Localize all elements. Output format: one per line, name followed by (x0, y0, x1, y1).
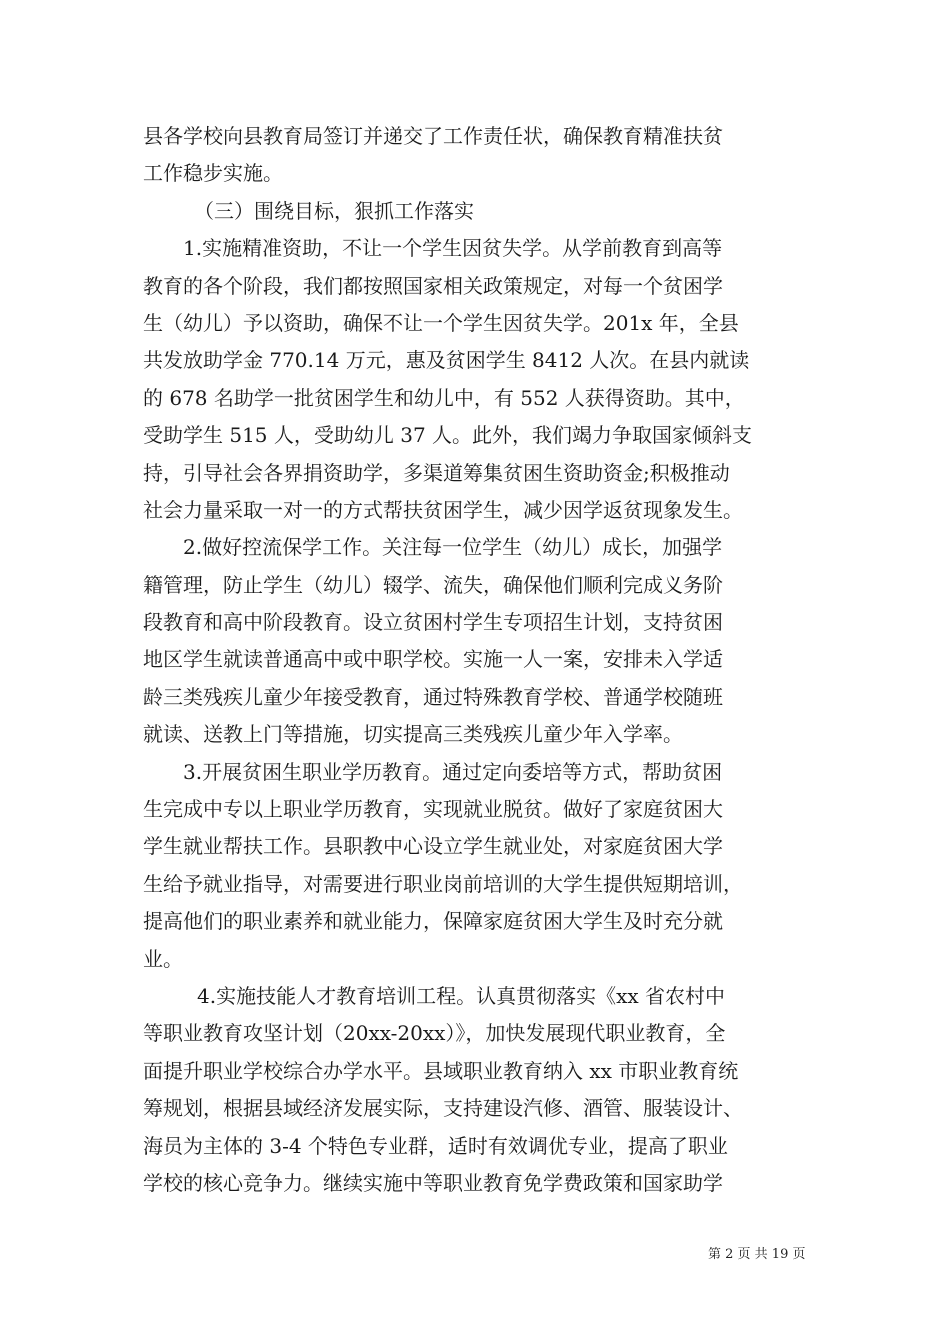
text-line: 的 678 名助学一批贫困学生和幼儿中，有 552 人获得资助。其中， (143, 385, 745, 410)
text-line: 籍管理，防止学生（幼儿）辍学、流失，确保他们顺利完成义务阶 (143, 572, 723, 597)
text-line: 就读、送教上门等措施，切实提高三类残疾儿童少年入学率。 (143, 722, 683, 747)
text-line: 生给予就业指导，对需要进行职业岗前培训的大学生提供短期培训， (143, 871, 743, 896)
section-heading: （三）围绕目标，狠抓工作落实 (194, 198, 474, 223)
paragraph-first-line: 4.实施技能人才教育培训工程。认真贯彻落实《xx 省农村中 (197, 983, 725, 1008)
text-line: 地区学生就读普通高中或中职学校。实施一人一案，安排未入学适 (143, 647, 723, 672)
text-line: 生（幼儿）予以资助，确保不让一个学生因贫失学。201x 年，全县 (143, 310, 739, 335)
text-line: 龄三类残疾儿童少年接受教育，通过特殊教育学校、普通学校随班 (143, 684, 723, 709)
text-line: 业。 (143, 946, 183, 971)
text-line: 段教育和高中阶段教育。设立贫困村学生专项招生计划，支持贫困 (143, 610, 723, 635)
paragraph-first-line: 2.做好控流保学工作。关注每一位学生（幼儿）成长，加强学 (183, 535, 723, 560)
text-line: 县各学校向县教育局签订并递交了工作责任状，确保教育精准扶贫 (143, 124, 723, 148)
text-line: 持，引导社会各界捐资助学，多渠道筹集贫困生资助资金;积极推动 (143, 460, 730, 485)
paragraph-first-line: 1.实施精准资助，不让一个学生因贫失学。从学前教育到高等 (183, 236, 723, 261)
text-line: 学校的核心竞争力。继续实施中等职业教育免学费政策和国家助学 (143, 1170, 723, 1195)
text-line: 社会力量采取一对一的方式帮扶贫困学生，减少因学返贫现象发生。 (143, 497, 743, 522)
body-text (143, 118, 823, 1202)
text-line: 学生就业帮扶工作。县职教中心设立学生就业处，对家庭贫困大学 (143, 834, 723, 859)
text-line: 教育的各个阶段，我们都按照国家相关政策规定，对每一个贫困学 (143, 273, 723, 298)
text-line: 提高他们的职业素养和就业能力，保障家庭贫困大学生及时充分就 (143, 909, 723, 934)
text-line: 海员为主体的 3-4 个特色专业群，适时有效调优专业，提高了职业 (143, 1133, 728, 1158)
page-number-footer: 第 2 页 共 19 页 (708, 1247, 806, 1262)
text-line: 筹规划，根据县域经济发展实际，支持建设汽修、酒管、服装设计、 (143, 1096, 743, 1121)
paragraph-first-line: 3.开展贫困生职业学历教育。通过定向委培等方式，帮助贫困 (183, 759, 723, 784)
text-line: 工作稳步实施。 (143, 161, 283, 186)
text-line: 等职业教育攻坚计划（20xx-20xx）》，加快发展现代职业教育，全 (143, 1021, 726, 1046)
text-line: 受助学生 515 人，受助幼儿 37 人。此外，我们竭力争取国家倾斜支 (143, 423, 753, 448)
text-line: 生完成中专以上职业学历教育，实现就业脱贫。做好了家庭贫困大 (143, 797, 723, 822)
text-line: 共发放助学金 770.14 万元，惠及贫困学生 8412 人次。在县内就读 (143, 348, 750, 373)
text-line: 面提升职业学校综合办学水平。县域职业教育纳入 xx 市职业教育统 (143, 1058, 739, 1083)
